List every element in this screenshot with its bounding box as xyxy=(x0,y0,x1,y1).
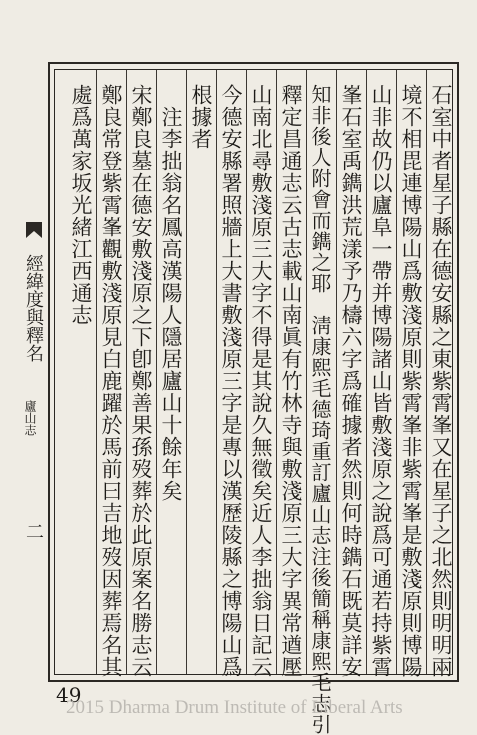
margin-sub: 廬山志 xyxy=(23,400,37,436)
column-rule xyxy=(96,70,97,674)
margin-header: 經緯度與釋名 xyxy=(23,254,44,362)
text-column: 知非後人附會而鐫之耶 淸康熙毛德琦重訂廬山志注後簡稱康熙毛志引 xyxy=(308,84,332,735)
text-column: 根據者 xyxy=(189,84,213,150)
annotation-column: 注李拙翁名鳳高漢陽人隱居廬山十餘年矣 xyxy=(159,84,183,502)
column-rule xyxy=(216,70,217,674)
column-rule xyxy=(396,70,397,674)
page-number: 49 xyxy=(56,683,82,707)
column-rule xyxy=(156,70,157,674)
text-column: 鄭良常登紫霄峯觀敷淺原見白鹿躍於馬前曰吉地歿因葬焉名其 xyxy=(99,84,123,678)
margin-leaf: 二 xyxy=(23,522,44,540)
text-column: 釋定昌通志云古志載山南眞有竹林寺與敷淺原三大字異常遒壓 xyxy=(279,84,303,678)
watermark: 2015 Dharma Drum Institute of Liberal Arts xyxy=(66,697,403,718)
text-column: 石室中者星子縣在德安縣之東紫霄峯又在星子之北然則明明兩 xyxy=(429,84,453,678)
text-column: 峯石室禹鐫洪荒漾予乃檮六字爲確據者然則何時鐫石既莫詳安 xyxy=(339,84,363,678)
text-column: 宋鄭良墓在德安敷淺原之下卽鄭善果孫歿葬於此原案名勝志云 xyxy=(129,84,153,678)
fishtail-mark-icon xyxy=(26,222,42,238)
column-rule xyxy=(426,70,427,674)
column-rule xyxy=(306,70,307,674)
column-rule xyxy=(186,70,187,674)
text-column: 今德安縣署照牆上大書敷淺原三字是專以漢歷陵縣之博陽山爲 xyxy=(219,84,243,678)
column-rule xyxy=(336,70,337,674)
column-rule xyxy=(276,70,277,674)
text-column: 山非故仍以廬阜一帶并博陽諸山皆敷淺原之說爲可通若持紫霄 xyxy=(369,84,393,678)
fold-margin xyxy=(12,70,52,674)
text-column: 山南北尋敷淺原三大字不得是其說久無徵矣近人李拙翁日記云 xyxy=(249,84,273,678)
text-column: 處爲萬家坂光緒江西通志 xyxy=(69,84,93,326)
text-column: 境不相毘連博陽山爲敷淺原則紫霄峯非紫霄峯是敷淺原則博陽 xyxy=(399,84,423,678)
column-rule xyxy=(366,70,367,674)
column-rule xyxy=(126,70,127,674)
column-rule xyxy=(246,70,247,674)
